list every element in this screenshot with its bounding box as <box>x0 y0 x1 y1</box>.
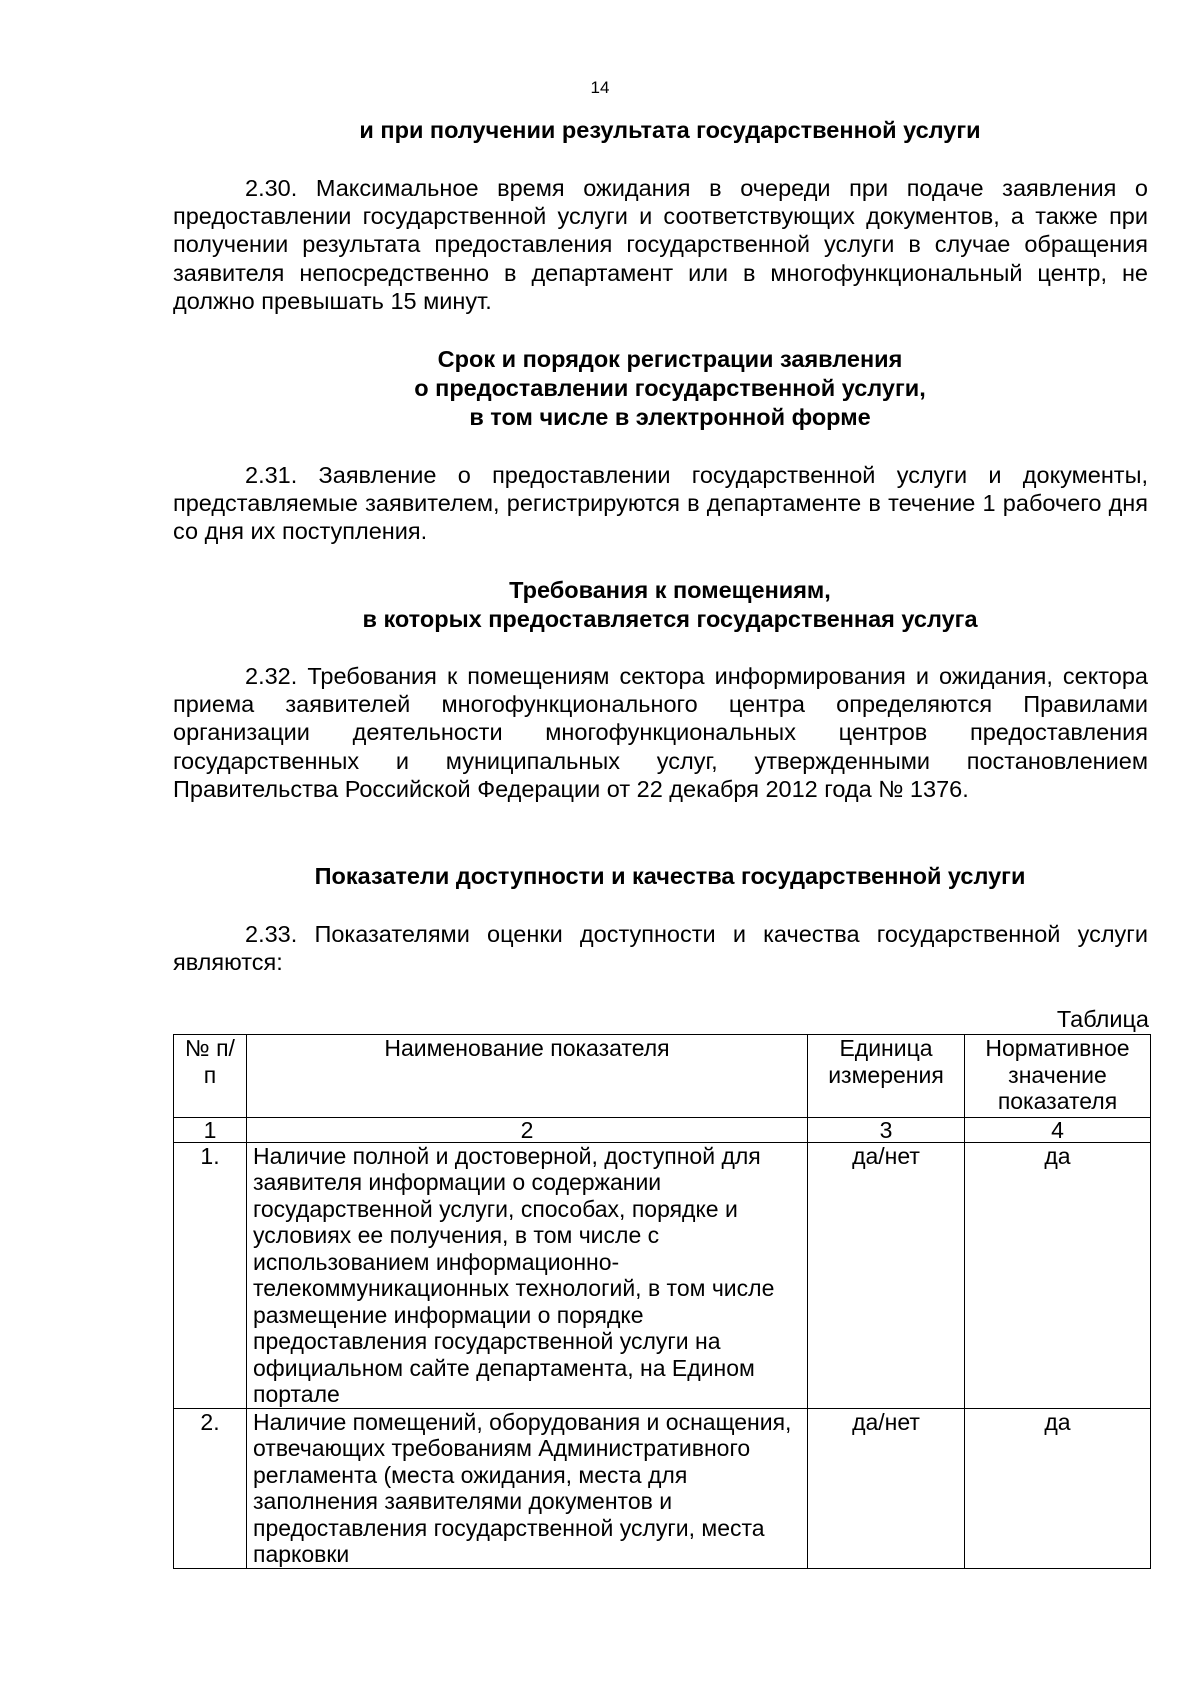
row-unit: да/нет <box>808 1142 965 1408</box>
row-indicator-name: Наличие помещений, оборудования и оснащения, отвечающих требованиям Административного регламента (места ожидания, места для заполнения заявителями документов и предоставления государственной услуги, места парковки <box>247 1408 808 1568</box>
paragraph-2-32: 2.32. Требования к помещениям сектора информирования и ожидания, сектора приема заявителей многофункционального центра определяются Правилами организации деятельности многофункциональных центров предоставления государственных и муниципальных услуг, утвержденными постановлением Правительства Российской Федерации от 22 декабря 2012 года № 1376. <box>173 663 1148 802</box>
paragraph-2-30: 2.30. Максимальное время ожидания в очереди при подаче заявления о предоставлении государственной услуги и соответствующих документов, а также при получении результата предоставления государственной услуги в случае обращения заявителя непосредственно в департамент или в многофункциональный центр, не должно превышать 15 минут. <box>173 175 1148 314</box>
row-normative-value: да <box>965 1142 1151 1408</box>
heading-line: о предоставлении государственной услуги, <box>414 375 926 401</box>
table-row <box>174 1142 1151 1408</box>
heading-line: Требования к помещениям, <box>509 577 831 603</box>
index-cell: 1 <box>174 1117 247 1142</box>
paragraph-2-33: 2.33. Показателями оценки доступности и качества государственной услуги являются: <box>173 921 1148 976</box>
heading-line: в которых предоставляется государственная услуга <box>362 606 978 632</box>
section-heading-premises <box>170 576 1170 634</box>
table-header-row <box>174 1035 1151 1118</box>
row-unit: да/нет <box>808 1408 965 1568</box>
table-caption: Таблица <box>1056 1006 1149 1032</box>
indicators-table <box>173 1034 1151 1569</box>
header-unit: Единица измерения <box>808 1035 965 1118</box>
table-row <box>174 1408 1151 1568</box>
index-cell: 3 <box>808 1117 965 1142</box>
heading-line: Срок и порядок регистрации заявления <box>437 346 903 372</box>
section-heading-registration <box>170 345 1170 432</box>
heading-line: Показатели доступности и качества государственной услуги <box>314 863 1026 889</box>
heading-line: в том числе в электронной форме <box>469 404 871 430</box>
index-cell: 4 <box>965 1117 1151 1142</box>
heading-line: и при получении результата государственной услуги <box>359 117 981 143</box>
paragraph-2-31: 2.31. Заявление о предоставлении государственной услуги и документы, представляемые заявителем, регистрируются в департаменте в течение 1 рабочего дня со дня их поступления. <box>173 462 1148 545</box>
table-index-row <box>174 1117 1151 1142</box>
row-normative-value: да <box>965 1408 1151 1568</box>
header-indicator-name: Наименование показателя <box>247 1035 808 1118</box>
section-heading-results <box>170 116 1170 145</box>
header-normative-value: Нормативное значение показателя <box>965 1035 1151 1118</box>
section-heading-indicators <box>170 862 1170 891</box>
index-cell: 2 <box>247 1117 808 1142</box>
row-indicator-name: Наличие полной и достоверной, доступной для заявителя информации о содержании государственной услуги, способах, порядке и условиях ее получения, в том числе с использованием информационно-телекоммуникационных технологий, в том числе размещение информации о порядке предоставления государственной услуги на официальном сайте департамента, на Едином портале <box>247 1142 808 1408</box>
page-number: 14 <box>590 78 610 97</box>
row-number: 1. <box>174 1142 247 1408</box>
header-number: № п/п <box>174 1035 247 1118</box>
row-number: 2. <box>174 1408 247 1568</box>
